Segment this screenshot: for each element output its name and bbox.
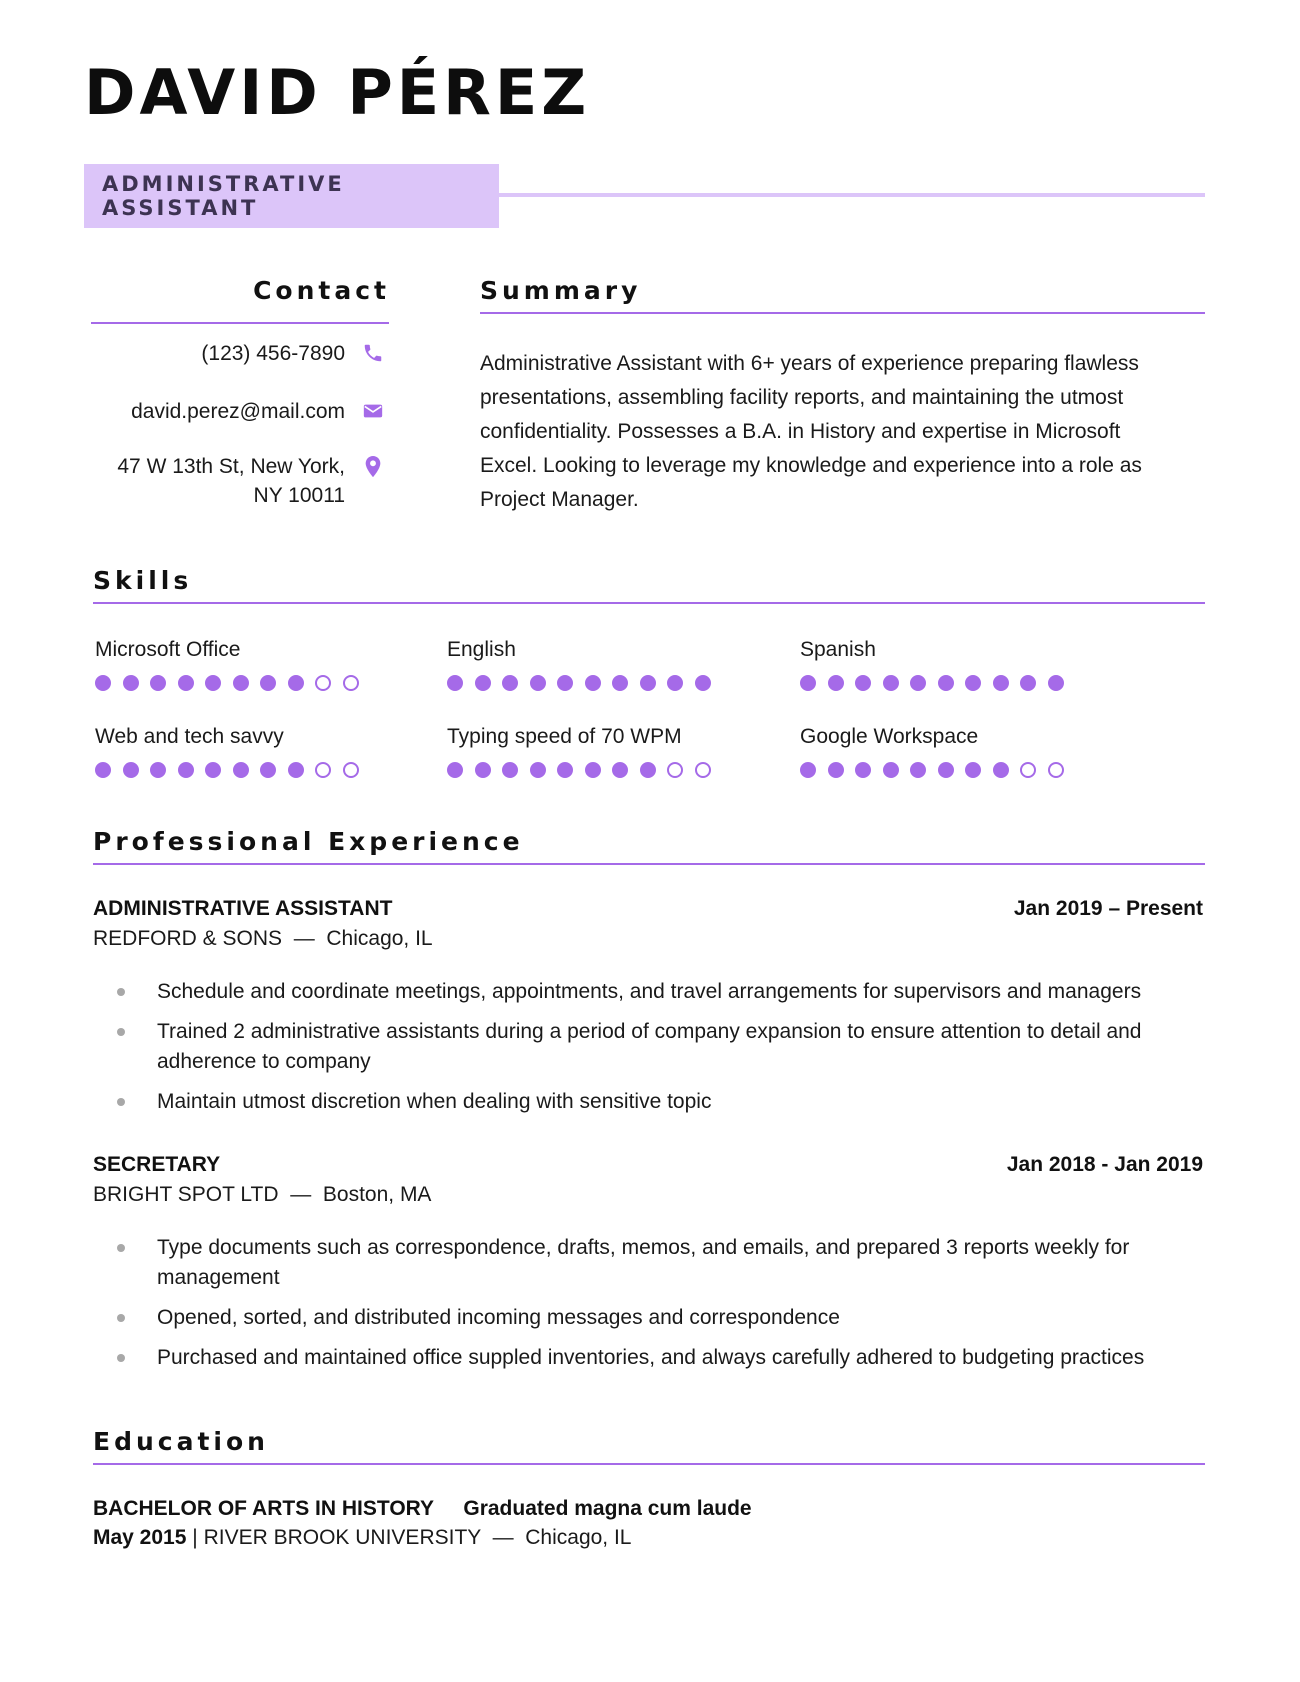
job-1-location: Chicago, IL [326, 927, 433, 950]
rating-dot-empty [315, 675, 331, 691]
rating-dot-filled [883, 762, 899, 778]
job-1-company-line [93, 927, 433, 951]
skills-divider [93, 602, 1205, 604]
skill-rating [447, 675, 767, 693]
rating-dot-empty [1048, 762, 1064, 778]
rating-dot-filled [530, 762, 546, 778]
rating-dot-filled [260, 675, 276, 691]
education-heading: Education [93, 1427, 269, 1456]
skill-name: Spanish [800, 638, 876, 661]
bullet-icon [117, 1354, 125, 1362]
rating-dot-filled [475, 675, 491, 691]
list-item: Opened, sorted, and distributed incoming messages and correspondence [93, 1303, 1208, 1333]
rating-dot-filled [910, 675, 926, 691]
rating-dot-filled [695, 675, 711, 691]
list-item: Type documents such as correspondence, drafts, memos, and emails, and prepared 3 reports weekly for management [93, 1233, 1208, 1293]
education-separator: — [492, 1526, 514, 1549]
education-date: May 2015 [93, 1526, 187, 1549]
rating-dot-filled [150, 675, 166, 691]
rating-dot-filled [502, 762, 518, 778]
rating-dot-filled [828, 762, 844, 778]
rating-dot-filled [502, 675, 518, 691]
candidate-name: DAVID PÉREZ [84, 56, 591, 129]
bullet-icon [117, 1244, 125, 1252]
rating-dot-filled [800, 762, 816, 778]
rating-dot-filled [557, 762, 573, 778]
education-degree-line [93, 1497, 752, 1521]
rating-dot-filled [178, 675, 194, 691]
skill-name: English [447, 638, 516, 661]
rating-dot-filled [828, 675, 844, 691]
rating-dot-filled [1048, 675, 1064, 691]
job-title-band [84, 164, 499, 228]
skill-item [447, 724, 767, 780]
job-2-dates: Jan 2018 - Jan 2019 [1006, 1153, 1203, 1176]
job-2-title: SECRETARY [93, 1153, 221, 1176]
job-1-bullets [93, 977, 1208, 1127]
education-divider [93, 1463, 1205, 1465]
job-2-location: Boston, MA [322, 1183, 432, 1206]
rating-dot-filled [205, 762, 221, 778]
skill-item [95, 724, 415, 780]
summary-divider [480, 312, 1205, 314]
rating-dot-filled [447, 762, 463, 778]
job-1-title: ADMINISTRATIVE ASSISTANT [93, 897, 393, 920]
rating-dot-empty [315, 762, 331, 778]
rating-dot-filled [475, 762, 491, 778]
phone-icon [362, 342, 384, 364]
rating-dot-filled [585, 762, 601, 778]
rating-dot-filled [205, 675, 221, 691]
list-item: Trained 2 administrative assistants during a period of company expansion to ensure attention to detail and adherence to company [93, 1017, 1208, 1077]
rating-dot-filled [150, 762, 166, 778]
rating-dot-filled [993, 762, 1009, 778]
education-school-line [93, 1526, 631, 1550]
contact-email: david.perez@mail.com [131, 400, 345, 423]
rating-dot-filled [965, 675, 981, 691]
list-item: Schedule and coordinate meetings, appointments, and travel arrangements for supervisors and managers [93, 977, 1208, 1007]
rating-dot-filled [123, 762, 139, 778]
education-school: RIVER BROOK UNIVERSITY [203, 1526, 481, 1549]
rating-dot-filled [910, 762, 926, 778]
rating-dot-filled [938, 675, 954, 691]
rating-dot-filled [123, 675, 139, 691]
education-location: Chicago, IL [525, 1526, 632, 1549]
bullet-icon [117, 1314, 125, 1322]
rating-dot-filled [233, 762, 249, 778]
bullet-icon [117, 1028, 125, 1036]
skill-rating [95, 675, 415, 693]
rating-dot-filled [883, 675, 899, 691]
title-divider [499, 193, 1205, 197]
rating-dot-filled [640, 762, 656, 778]
skill-name: Microsoft Office [95, 638, 241, 661]
skill-name: Web and tech savvy [95, 725, 284, 748]
rating-dot-empty [695, 762, 711, 778]
job-1-separator: — [293, 927, 315, 950]
rating-dot-filled [965, 762, 981, 778]
job-2-company: BRIGHT SPOT LTD [93, 1183, 279, 1206]
rating-dot-filled [260, 762, 276, 778]
rating-dot-filled [855, 762, 871, 778]
job-1-company: REDFORD & SONS [93, 927, 283, 950]
job-2-separator: — [290, 1183, 312, 1206]
rating-dot-filled [1020, 675, 1036, 691]
rating-dot-filled [530, 675, 546, 691]
skill-name: Typing speed of 70 WPM [447, 725, 682, 748]
job-2-bullets [93, 1233, 1208, 1383]
rating-dot-filled [95, 762, 111, 778]
contact-divider [91, 322, 389, 324]
rating-dot-filled [447, 675, 463, 691]
skill-name: Google Workspace [800, 725, 979, 748]
rating-dot-empty [343, 675, 359, 691]
rating-dot-filled [640, 675, 656, 691]
skill-item [800, 724, 1120, 780]
education-degree: BACHELOR OF ARTS IN HISTORY [93, 1497, 434, 1520]
location-icon [362, 456, 384, 478]
contact-phone: (123) 456-7890 [201, 342, 345, 365]
bullet-icon [117, 988, 125, 996]
rating-dot-filled [233, 675, 249, 691]
skill-rating [800, 675, 1120, 693]
contact-address [117, 452, 345, 510]
skill-rating [95, 762, 415, 780]
rating-dot-filled [938, 762, 954, 778]
job-1-dates: Jan 2019 – Present [1013, 897, 1203, 920]
skill-item [800, 637, 1120, 693]
contact-heading: Contact [253, 276, 390, 305]
rating-dot-empty [343, 762, 359, 778]
rating-dot-filled [585, 675, 601, 691]
list-item: Purchased and maintained office suppled inventories, and always carefully adhered to budgeting practices [93, 1343, 1208, 1373]
rating-dot-filled [557, 675, 573, 691]
education-divider-bar: | [192, 1526, 198, 1549]
rating-dot-empty [667, 762, 683, 778]
rating-dot-filled [288, 675, 304, 691]
list-item: Maintain utmost discretion when dealing with sensitive topic [93, 1087, 1208, 1117]
skill-item [447, 637, 767, 693]
rating-dot-filled [288, 762, 304, 778]
rating-dot-filled [993, 675, 1009, 691]
email-icon [362, 400, 384, 422]
rating-dot-empty [1020, 762, 1036, 778]
summary-text: Administrative Assistant with 6+ years of experience preparing flawless presentations, assembling facility reports, and maintaining the utmost confidentiality. Possesses a B.A. in History and expertise in Microsoft Excel. Looking to leverage my knowledge and experience into a role as Project Manager. [480, 352, 1142, 511]
rating-dot-filled [178, 762, 194, 778]
skill-item [95, 637, 415, 693]
bullet-icon [117, 1098, 125, 1106]
rating-dot-filled [667, 675, 683, 691]
address-line-1: 47 W 13th St, New York, [117, 455, 345, 478]
summary-heading: Summary [480, 276, 642, 305]
education-honors: Graduated magna cum laude [463, 1497, 752, 1520]
rating-dot-filled [612, 762, 628, 778]
experience-heading: Professional Experience [93, 827, 524, 856]
rating-dot-filled [95, 675, 111, 691]
rating-dot-filled [612, 675, 628, 691]
address-line-2: NY 10011 [253, 484, 345, 507]
rating-dot-filled [855, 675, 871, 691]
skill-rating [800, 762, 1120, 780]
job-title: ADMINISTRATIVE ASSISTANT [102, 172, 345, 220]
job-2-company-line [93, 1183, 431, 1207]
skills-heading: Skills [93, 566, 193, 595]
rating-dot-filled [800, 675, 816, 691]
skill-rating [447, 762, 767, 780]
experience-divider [93, 863, 1205, 865]
